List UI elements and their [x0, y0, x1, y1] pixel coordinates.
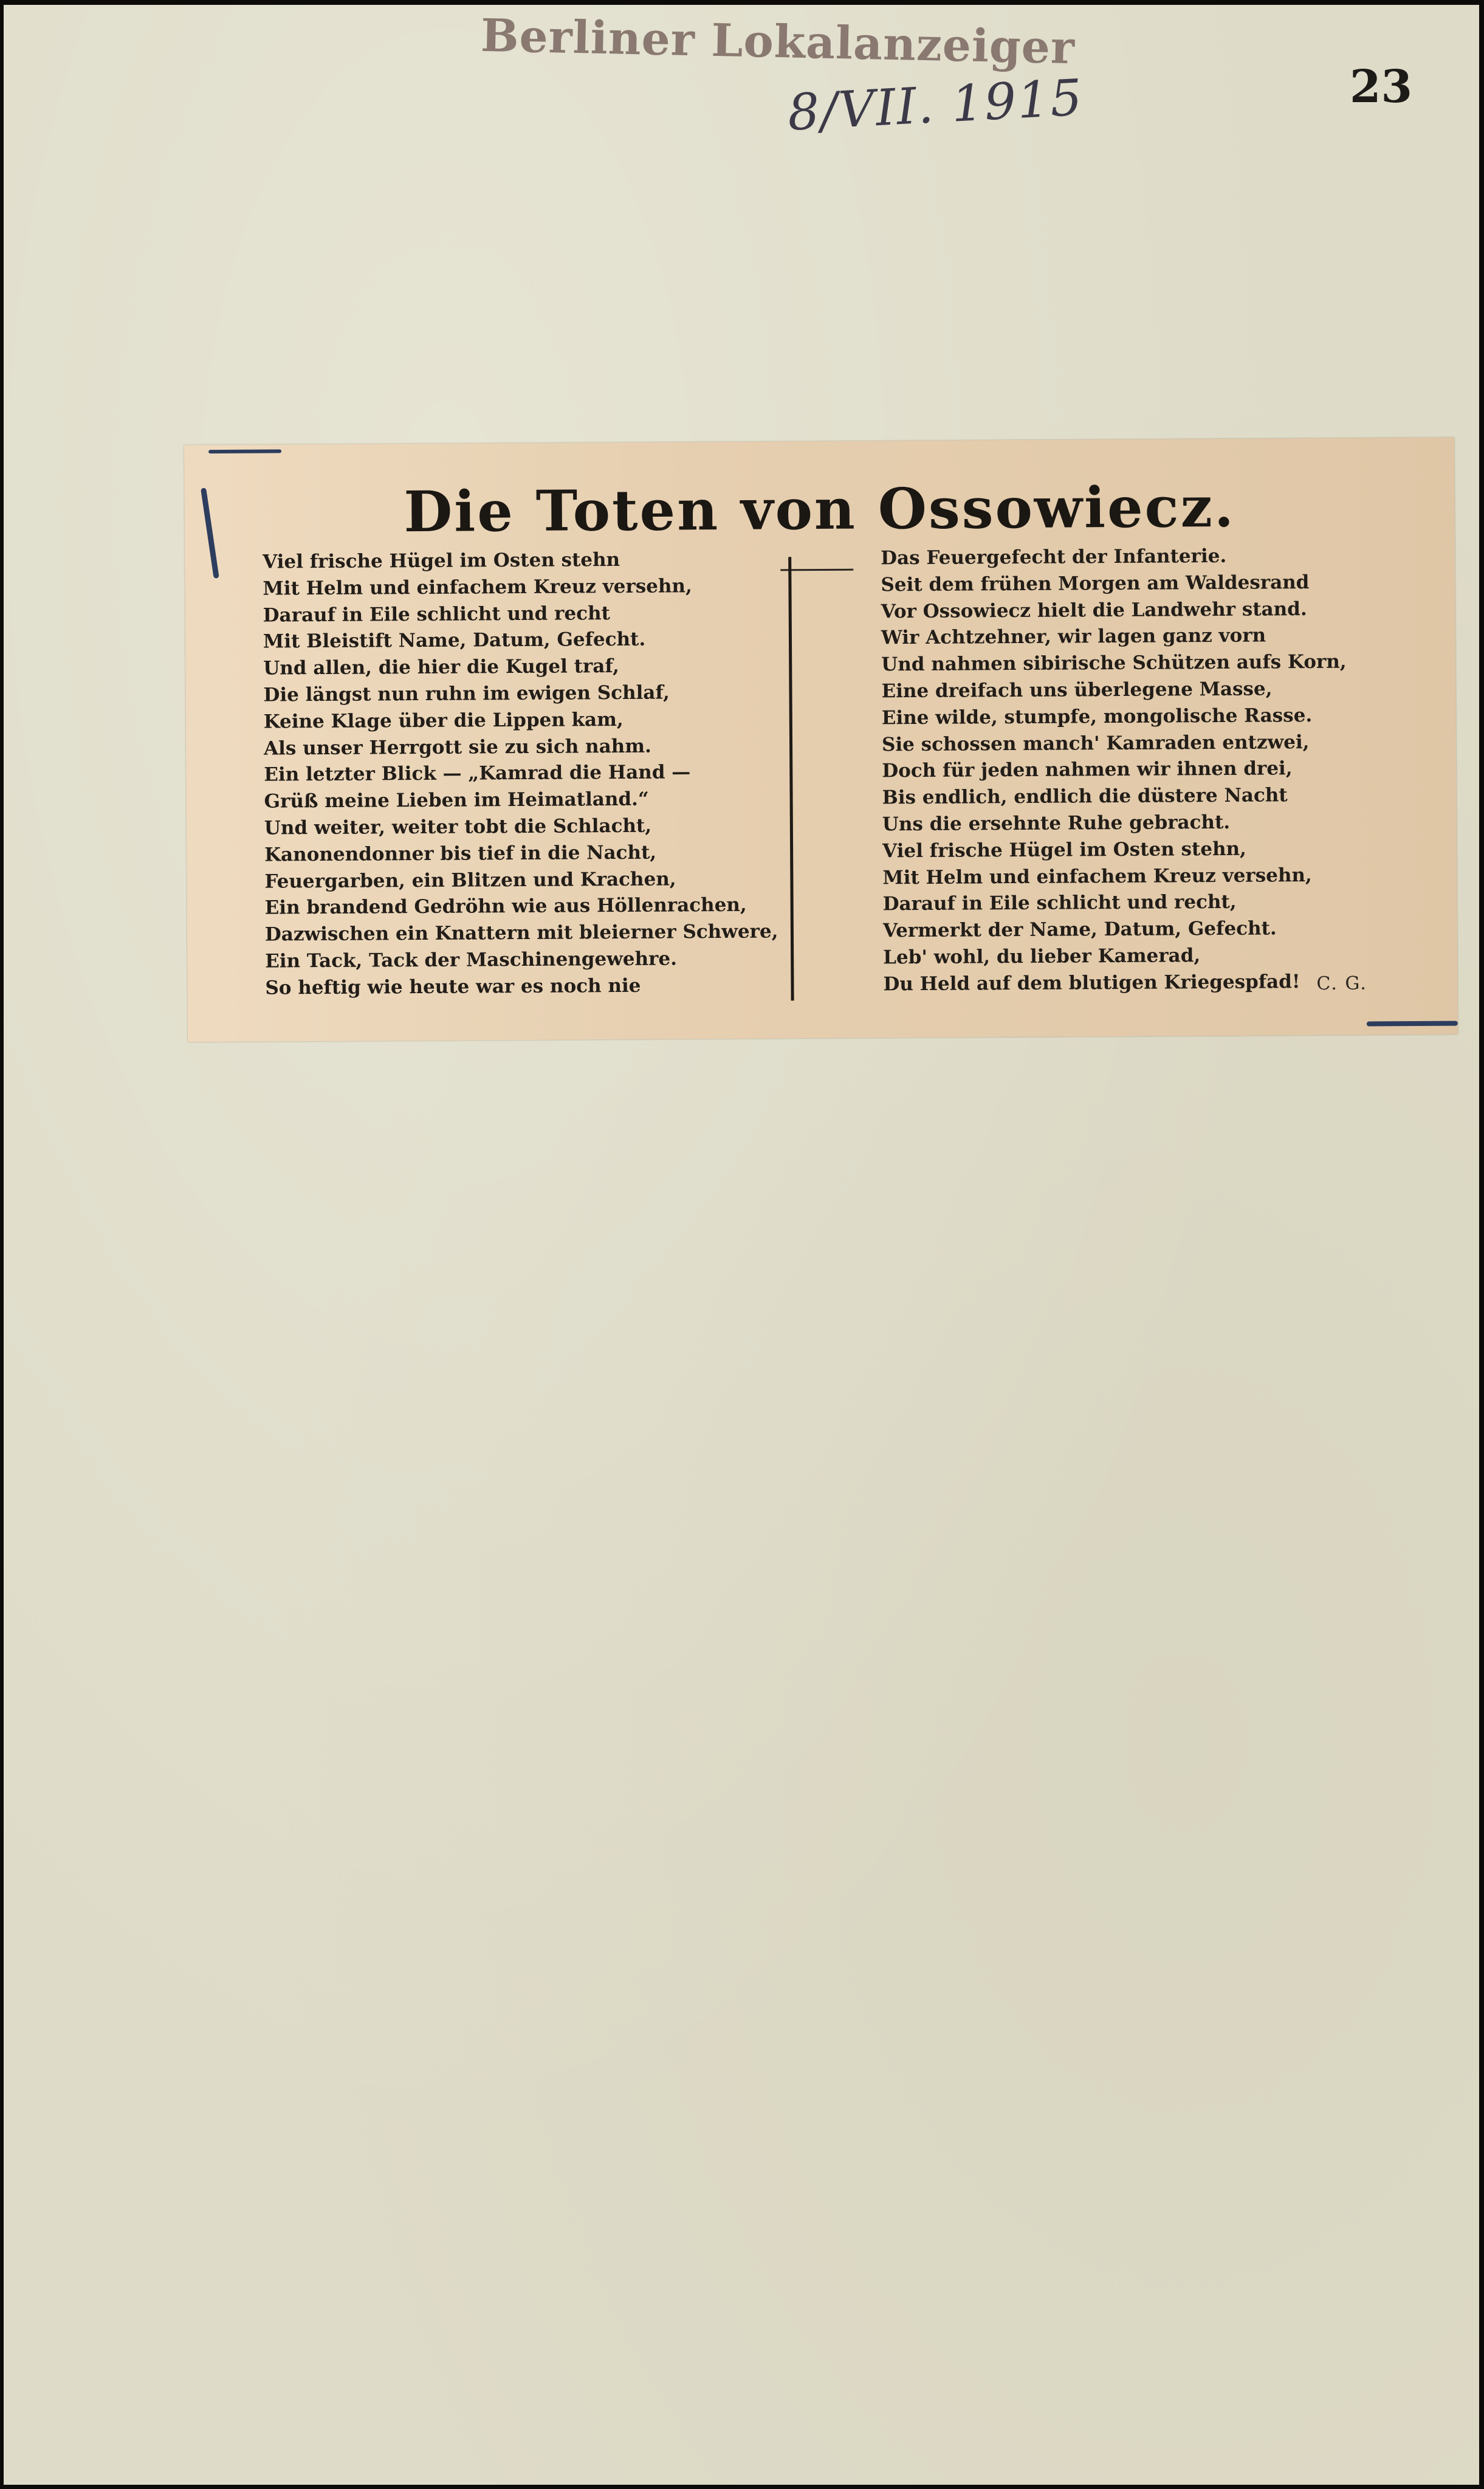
poem-line: Seit dem frühen Morgen am Waldesrand	[881, 571, 1310, 596]
newspaper-clipping	[184, 438, 1458, 1042]
poem-line: Ein brandend Gedröhn wie aus Höllenrachen,	[264, 894, 747, 919]
poem-line: Mit Helm und einfachem Kreuz versehn,	[263, 575, 692, 600]
poem-line: Und allen, die hier die Kugel traf,	[263, 655, 619, 680]
poem-line: Dazwischen ein Knattern mit bleierner Schwere,	[264, 920, 778, 946]
poem-line: Ein letzter Blick — „Kamrad die Hand —	[264, 761, 691, 786]
poem-line: Vermerkt der Name, Datum, Gefecht.	[882, 917, 1277, 942]
poem-line: Darauf in Eile schlicht und recht	[263, 602, 610, 627]
poem-line: Mit Helm und einfachem Kreuz versehn,	[882, 864, 1312, 889]
poem-line: Ein Tack, Tack der Maschinengewehre.	[265, 948, 678, 973]
poem-column-left	[263, 546, 778, 1002]
column-divider	[788, 557, 794, 1000]
poem-line: Uns die ersehnte Ruhe gebracht.	[882, 811, 1231, 836]
poem-line: Viel frische Hügel im Osten stehn,	[882, 838, 1246, 862]
poem-line: Grüß meine Lieben im Heimatland.“	[264, 788, 649, 813]
poem-line: Wir Achtzehner, wir lagen ganz vorn	[881, 624, 1266, 649]
newspaper-stamp: Berliner Lokalanzeiger	[480, 9, 1076, 75]
poem-line: Viel frische Hügel im Osten stehn	[263, 549, 620, 573]
poem-column-right	[881, 543, 1348, 998]
poem-line: Und weiter, weiter tobt die Schlacht,	[264, 814, 652, 839]
poem-line: Feuergarben, ein Blitzen und Krachen,	[264, 868, 676, 893]
archive-sheet	[4, 5, 1479, 2485]
poem-line: Sie schossen manch' Kamraden entzwei,	[881, 731, 1310, 756]
poem-line: So heftig wie heute war es noch nie	[265, 974, 641, 999]
poem-line: Leb' wohl, du lieber Kamerad,	[883, 945, 1201, 969]
poem-line: Kanonendonner bis tief in die Nacht,	[264, 841, 657, 866]
handwritten-date: 8/VII. 1915	[786, 69, 1085, 142]
pencil-mark-icon	[208, 449, 281, 453]
poem-line: Das Feuergefecht der Infanterie.	[881, 545, 1227, 570]
poem-line: Vor Ossowiecz hielt die Landwehr stand.	[881, 597, 1307, 622]
poem-line: Mit Bleistift Name, Datum, Gefecht.	[263, 628, 646, 653]
page-number: 23	[1350, 61, 1412, 113]
poem-line: Doch für jeden nahmen wir ihnen drei,	[882, 757, 1293, 782]
poem-line: Die längst nun ruhn im ewigen Schlaf,	[263, 681, 670, 706]
poem-line: Bis endlich, endlich die düstere Nacht	[882, 784, 1288, 809]
poem-line: Darauf in Eile schlicht und recht,	[882, 891, 1237, 915]
poem-line: Eine dreifach uns überlegene Masse,	[881, 678, 1273, 703]
author-signature: C. G.	[1316, 973, 1367, 995]
poem-line: Du Held auf dem blutigen Kriegespfad!	[883, 970, 1300, 996]
poem-line: Eine wilde, stumpfe, mongolische Rasse.	[881, 704, 1313, 729]
poem-line: Als unser Herrgott sie zu sich nahm.	[263, 735, 651, 760]
poem-line: Und nahmen sibirische Schützen aufs Korn,	[881, 650, 1347, 676]
poem-title: Die Toten von Ossowiecz.	[404, 473, 1236, 545]
poem-line: Keine Klage über die Lippen kam,	[263, 708, 623, 733]
pencil-mark-icon	[1367, 1021, 1458, 1027]
